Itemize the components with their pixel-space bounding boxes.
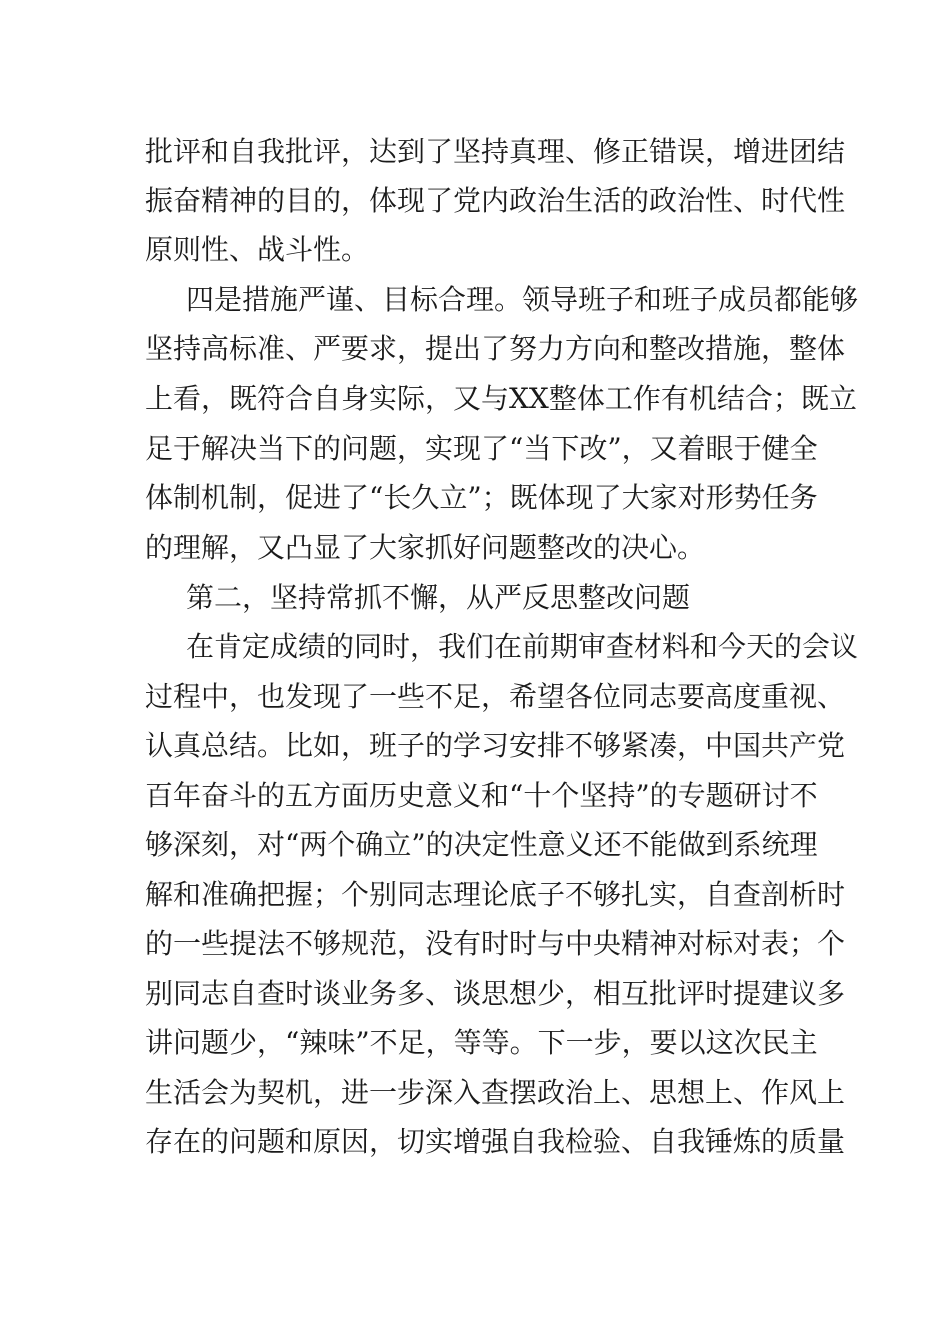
text-line-16: 解和准确把握；个别同志理论底子不够扎实，自查剖析时: [145, 878, 846, 911]
text-line-15: 够深刻，对“两个确立”的决定性意义还不能做到系统理: [145, 828, 818, 861]
text-line-4: 四是措施严谨、目标合理。领导班子和班子成员都能够: [186, 283, 859, 316]
text-line-8: 体制机制，促进了“长久立”；既体现了大家对形势任务: [145, 481, 818, 514]
text-line-11: 在肯定成绩的同时，我们在前期审查材料和今天的会议: [186, 630, 859, 663]
section-heading: 第二，坚持常抓不懈，从严反思整改问题: [186, 581, 691, 614]
text-line-1: 批评和自我批评，达到了坚持真理、修正错误，增进团结: [145, 135, 846, 168]
text-line-2: 振奋精神的目的，体现了党内政治生活的政治性、时代性: [145, 184, 846, 217]
text-line-20: 生活会为契机，进一步深入查摆政治上、思想上、作风上: [145, 1076, 846, 1109]
text-line-6: 上看，既符合自身实际，又与XX整体工作有机结合；既立: [145, 382, 857, 415]
text-line-7: 足于解决当下的问题，实现了“当下改”，又着眼于健全: [145, 432, 818, 465]
text-line-12: 过程中，也发现了一些不足，希望各位同志要高度重视、: [145, 680, 846, 713]
text-line-5: 坚持高标准、严要求，提出了努力方向和整改措施，整体: [145, 332, 846, 365]
text-line-18: 别同志自查时谈业务多、谈思想少，相互批评时提建议多: [145, 977, 846, 1010]
text-line-21: 存在的问题和原因，切实增强自我检验、自我锤炼的质量: [145, 1125, 846, 1158]
text-line-9: 的理解，又凸显了大家抓好问题整改的决心。: [145, 531, 706, 564]
text-line-14: 百年奋斗的五方面历史意义和“十个坚持”的专题研讨不: [145, 779, 818, 812]
text-line-13: 认真总结。比如，班子的学习安排不够紧凑，中国共产党: [145, 729, 846, 762]
text-line-3: 原则性、战斗性。: [145, 233, 370, 266]
text-line-19: 讲问题少，“辣味”不足，等等。下一步，要以这次民主: [145, 1026, 818, 1059]
text-line-17: 的一些提法不够规范，没有时时与中央精神对标对表；个: [145, 927, 846, 960]
